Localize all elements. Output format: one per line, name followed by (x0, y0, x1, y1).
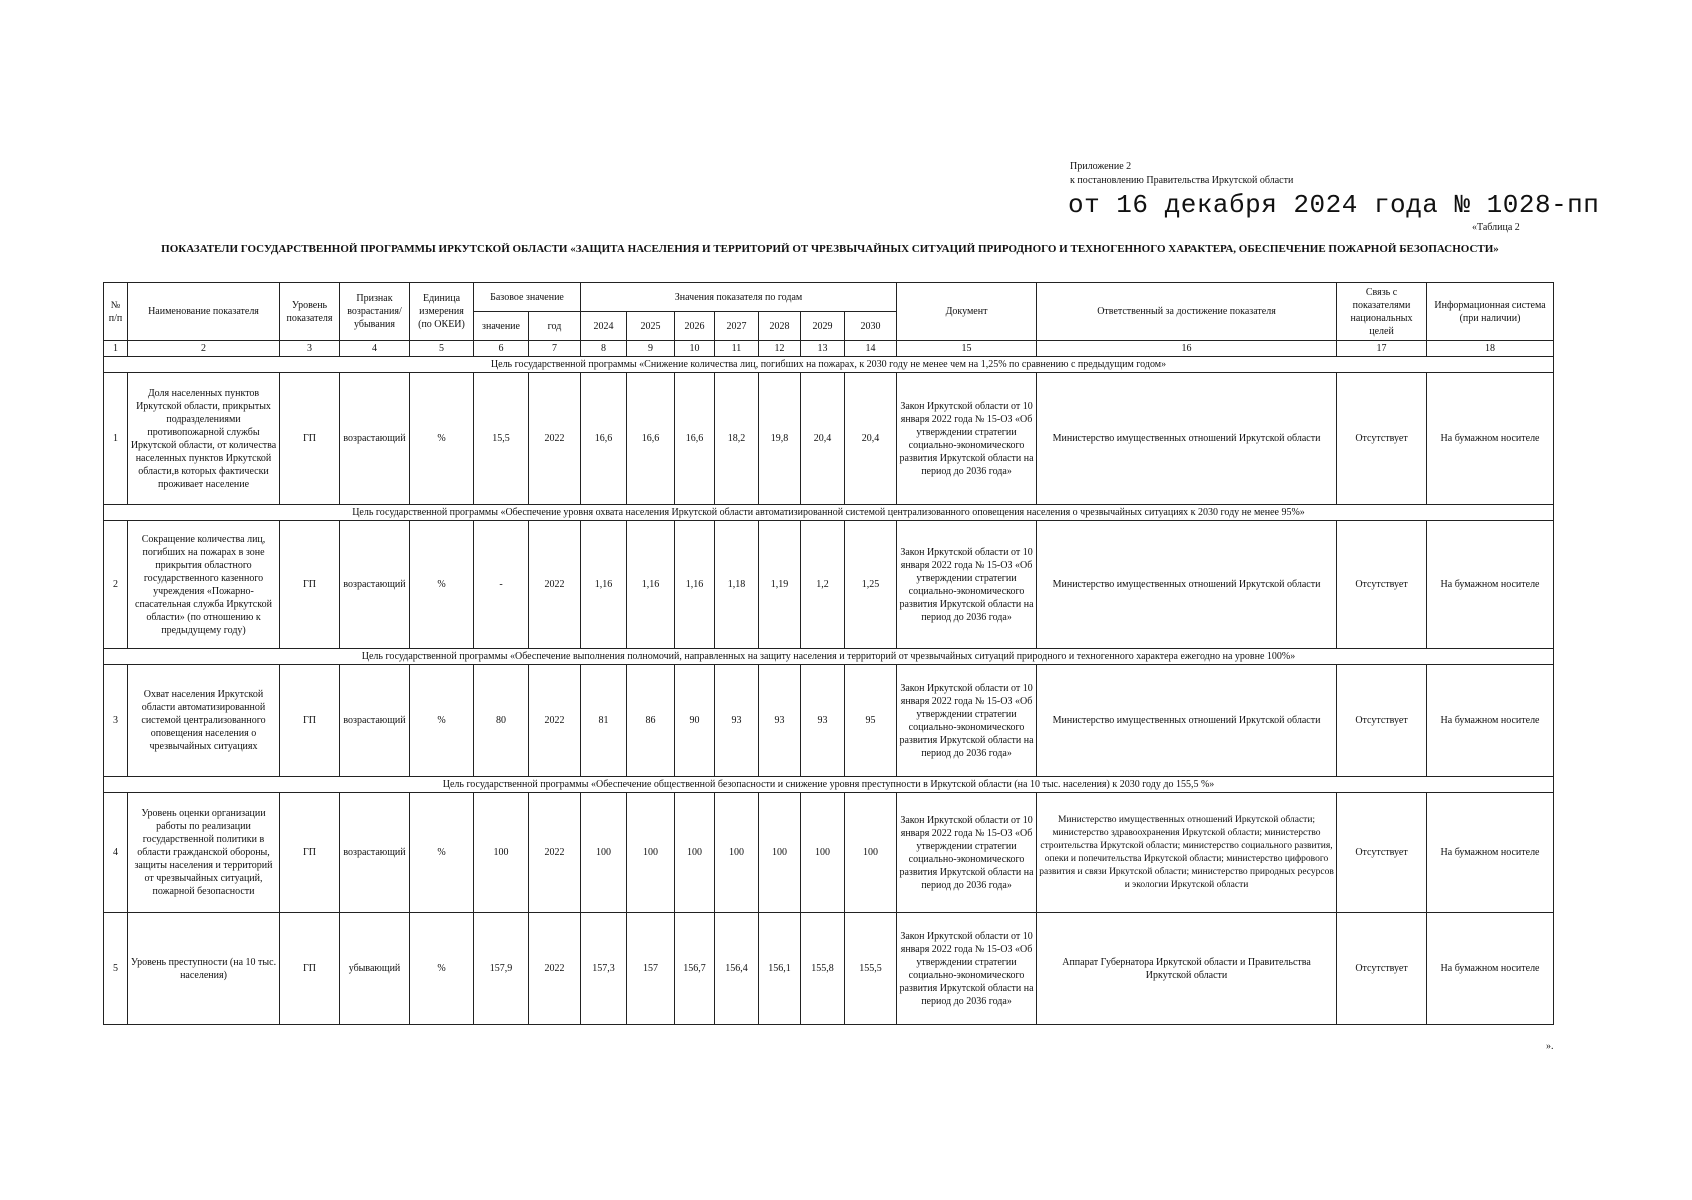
year-value: 100 (627, 793, 675, 913)
info-system-cell: На бумажном носителе (1427, 793, 1554, 913)
column-number: 18 (1427, 341, 1554, 357)
year-value: 100 (675, 793, 715, 913)
year-value: 1,16 (581, 521, 627, 649)
column-number: 14 (845, 341, 897, 357)
column-number: 2 (128, 341, 280, 357)
year-value: 100 (759, 793, 801, 913)
year-value: 1,2 (801, 521, 845, 649)
year-value: 19,8 (759, 373, 801, 505)
col-year-header: 2024 (581, 312, 627, 341)
year-value: 157 (627, 913, 675, 1025)
base-year: 2022 (529, 793, 581, 913)
year-value: 20,4 (845, 373, 897, 505)
document-cell: Закон Иркутской области от 10 января 2022 года № 15-ОЗ «Об утверждении стратегии социально-экономического развития Иркутской области на период до 2036 года» (897, 913, 1037, 1025)
responsible-cell: Министерство имущественных отношений Иркутской области (1037, 373, 1337, 505)
col-num-header: № п/п (104, 283, 128, 341)
column-number: 16 (1037, 341, 1337, 357)
col-base-year-header: год (529, 312, 581, 341)
table-row (104, 373, 1554, 505)
indicator-unit: % (410, 373, 474, 505)
document-cell: Закон Иркутской области от 10 января 2022 года № 15-ОЗ «Об утверждении стратегии социально-экономического развития Иркутской области на период до 2036 года» (897, 793, 1037, 913)
year-value: 156,4 (715, 913, 759, 1025)
column-number: 4 (340, 341, 410, 357)
indicator-level: ГП (280, 665, 340, 777)
year-value: 1,18 (715, 521, 759, 649)
goal-text: Цель государственной программы «Обеспечение общественной безопасности и снижение уровня преступности в Иркутской области (на 10 тыс. населения) к 2030 году до 155,5 %» (104, 777, 1554, 793)
column-number: 3 (280, 341, 340, 357)
col-trend-header: Признак возрастания/ убывания (340, 283, 410, 341)
column-number: 17 (1337, 341, 1427, 357)
column-number: 10 (675, 341, 715, 357)
row-number: 1 (104, 373, 128, 505)
table-row (104, 665, 1554, 777)
indicator-level: ГП (280, 793, 340, 913)
appendix-note (1070, 160, 1293, 188)
col-unit-header: Единица измерения (по ОКЕИ) (410, 283, 474, 341)
page-title: ПОКАЗАТЕЛИ ГОСУДАРСТВЕННОЙ ПРОГРАММЫ ИРКУТСКОЙ ОБЛАСТИ «ЗАЩИТА НАСЕЛЕНИЯ И ТЕРРИТОРИЙ ОТ ЧРЕЗВЫЧАЙНЫХ СИТУАЦИЙ ПРИРОДНОГО И ТЕХНОГЕННОГО ХАРАКТЕРА, ОБЕСПЕЧЕНИЕ ПОЖАРНОЙ БЕЗОПАСНОСТИ» (161, 243, 1499, 255)
row-number: 3 (104, 665, 128, 777)
year-value: 155,5 (845, 913, 897, 1025)
year-value: 100 (801, 793, 845, 913)
indicator-name: Уровень оценки организации работы по реализации государственной политики в области гражданской обороны, защиты населения и территорий от чрезвычайных ситуаций, пожарной безопасности (128, 793, 280, 913)
year-value: 156,1 (759, 913, 801, 1025)
column-number: 15 (897, 341, 1037, 357)
goal-text: Цель государственной программы «Обеспечение уровня охвата населения Иркутской области автоматизированной системой централизованного оповещения населения о чрезвычайных ситуациях к 2030 году не менее 95%» (104, 505, 1554, 521)
indicator-unit: % (410, 665, 474, 777)
column-number: 6 (474, 341, 529, 357)
column-number: 9 (627, 341, 675, 357)
year-value: 100 (581, 793, 627, 913)
info-system-cell: На бумажном носителе (1427, 373, 1554, 505)
base-value: 157,9 (474, 913, 529, 1025)
info-system-cell: На бумажном носителе (1427, 521, 1554, 649)
goal-text: Цель государственной программы «Снижение количества лиц, погибших на пожарах, к 2030 году не менее чем на 1,25% по сравнению с предыдущим годом» (104, 357, 1554, 373)
indicator-trend: убывающий (340, 913, 410, 1025)
link-cell: Отсутствует (1337, 665, 1427, 777)
col-link-header: Связь с показателями национальных целей (1337, 283, 1427, 341)
indicator-level: ГП (280, 373, 340, 505)
year-value: 16,6 (581, 373, 627, 505)
year-value: 93 (715, 665, 759, 777)
row-number: 5 (104, 913, 128, 1025)
column-number: 5 (410, 341, 474, 357)
link-cell: Отсутствует (1337, 521, 1427, 649)
indicator-unit: % (410, 913, 474, 1025)
indicator-trend: возрастающий (340, 373, 410, 505)
goal-row (104, 505, 1554, 521)
responsible-cell: Аппарат Губернатора Иркутской области и Правительства Иркутской области (1037, 913, 1337, 1025)
base-value: 15,5 (474, 373, 529, 505)
row-number: 4 (104, 793, 128, 913)
indicator-trend: возрастающий (340, 521, 410, 649)
year-value: 1,16 (627, 521, 675, 649)
link-cell: Отсутствует (1337, 913, 1427, 1025)
base-year: 2022 (529, 521, 581, 649)
table-row (104, 521, 1554, 649)
year-value: 155,8 (801, 913, 845, 1025)
col-info-header: Информационная система (при наличии) (1427, 283, 1554, 341)
indicator-unit: % (410, 793, 474, 913)
column-number: 1 (104, 341, 128, 357)
indicator-level: ГП (280, 521, 340, 649)
col-year-header: 2028 (759, 312, 801, 341)
base-value: 80 (474, 665, 529, 777)
link-cell: Отсутствует (1337, 373, 1427, 505)
col-responsible-header: Ответственный за достижение показателя (1037, 283, 1337, 341)
decree-stamp: от 16 декабря 2024 года № 1028-пп (1068, 190, 1600, 220)
indicator-level: ГП (280, 913, 340, 1025)
col-name-header: Наименование показателя (128, 283, 280, 341)
table-row (104, 913, 1554, 1025)
closing-mark: ». (1546, 1041, 1554, 1052)
col-year-header: 2030 (845, 312, 897, 341)
indicators-table (103, 282, 1554, 1025)
col-base-header: Базовое значение (474, 283, 581, 312)
indicator-trend: возрастающий (340, 793, 410, 913)
year-value: 157,3 (581, 913, 627, 1025)
year-value: 81 (581, 665, 627, 777)
year-value: 95 (845, 665, 897, 777)
indicator-name: Сокращение количества лиц, погибших на пожарах в зоне прикрытия областного государственного казенного учреждения «Пожарно-спасательная служба Иркутской области» (по отношению к предыдущему году) (128, 521, 280, 649)
year-value: 93 (759, 665, 801, 777)
link-cell: Отсутствует (1337, 793, 1427, 913)
appendix-line-1: Приложение 2 (1070, 161, 1132, 172)
document-cell: Закон Иркутской области от 10 января 2022 года № 15-ОЗ «Об утверждении стратегии социально-экономического развития Иркутской области на период до 2036 года» (897, 665, 1037, 777)
col-values-header: Значения показателя по годам (581, 283, 897, 312)
col-base-value-header: значение (474, 312, 529, 341)
goal-row (104, 649, 1554, 665)
year-value: 1,16 (675, 521, 715, 649)
column-numbers-row (104, 341, 1554, 357)
table-number: «Таблица 2 (1472, 222, 1520, 233)
base-year: 2022 (529, 665, 581, 777)
col-year-header: 2027 (715, 312, 759, 341)
column-number: 11 (715, 341, 759, 357)
year-value: 93 (801, 665, 845, 777)
year-value: 100 (715, 793, 759, 913)
col-year-header: 2029 (801, 312, 845, 341)
indicator-name: Охват населения Иркутской области автоматизированной системой централизованного оповещения населения о чрезвычайных ситуациях (128, 665, 280, 777)
year-value: 86 (627, 665, 675, 777)
document-cell: Закон Иркутской области от 10 января 2022 года № 15-ОЗ «Об утверждении стратегии социально-экономического развития Иркутской области на период до 2036 года» (897, 521, 1037, 649)
column-number: 13 (801, 341, 845, 357)
row-number: 2 (104, 521, 128, 649)
year-value: 16,6 (627, 373, 675, 505)
base-year: 2022 (529, 373, 581, 505)
year-value: 90 (675, 665, 715, 777)
responsible-cell: Министерство имущественных отношений Иркутской области; министерство здравоохранения Иркутской области; министерство строительства Иркутской области; министерство социального развития, опеки и попечительства Иркутской области; министерство цифрового развития и связи Иркутской области; министерство природных ресурсов и экологии Иркутской области (1037, 793, 1337, 913)
responsible-cell: Министерство имущественных отношений Иркутской области (1037, 521, 1337, 649)
column-number: 7 (529, 341, 581, 357)
document-cell: Закон Иркутской области от 10 января 2022 года № 15-ОЗ «Об утверждении стратегии социально-экономического развития Иркутской области на период до 2036 года» (897, 373, 1037, 505)
base-year: 2022 (529, 913, 581, 1025)
info-system-cell: На бумажном носителе (1427, 913, 1554, 1025)
col-document-header: Документ (897, 283, 1037, 341)
responsible-cell: Министерство имущественных отношений Иркутской области (1037, 665, 1337, 777)
indicator-name: Уровень преступности (на 10 тыс. населения) (128, 913, 280, 1025)
year-value: 156,7 (675, 913, 715, 1025)
goal-row (104, 357, 1554, 373)
column-number: 8 (581, 341, 627, 357)
base-value: - (474, 521, 529, 649)
col-year-header: 2026 (675, 312, 715, 341)
indicator-trend: возрастающий (340, 665, 410, 777)
col-year-header: 2025 (627, 312, 675, 341)
goal-row (104, 777, 1554, 793)
year-value: 18,2 (715, 373, 759, 505)
appendix-line-2: к постановлению Правительства Иркутской области (1070, 175, 1294, 186)
year-value: 1,19 (759, 521, 801, 649)
year-value: 20,4 (801, 373, 845, 505)
goal-text: Цель государственной программы «Обеспечение выполнения полномочий, направленных на защиту населения и территорий от чрезвычайных ситуаций природного и техногенного характера ежегодно на уровне 100%» (104, 649, 1554, 665)
info-system-cell: На бумажном носителе (1427, 665, 1554, 777)
indicator-name: Доля населенных пунктов Иркутской области, прикрытых подразделениями противопожарной службы Иркутской области, от количества населенных пунктов Иркутской области,в которых фактически проживает население (128, 373, 280, 505)
table-row (104, 793, 1554, 913)
year-value: 1,25 (845, 521, 897, 649)
indicator-unit: % (410, 521, 474, 649)
col-level-header: Уровень показателя (280, 283, 340, 341)
year-value: 100 (845, 793, 897, 913)
column-number: 12 (759, 341, 801, 357)
base-value: 100 (474, 793, 529, 913)
year-value: 16,6 (675, 373, 715, 505)
